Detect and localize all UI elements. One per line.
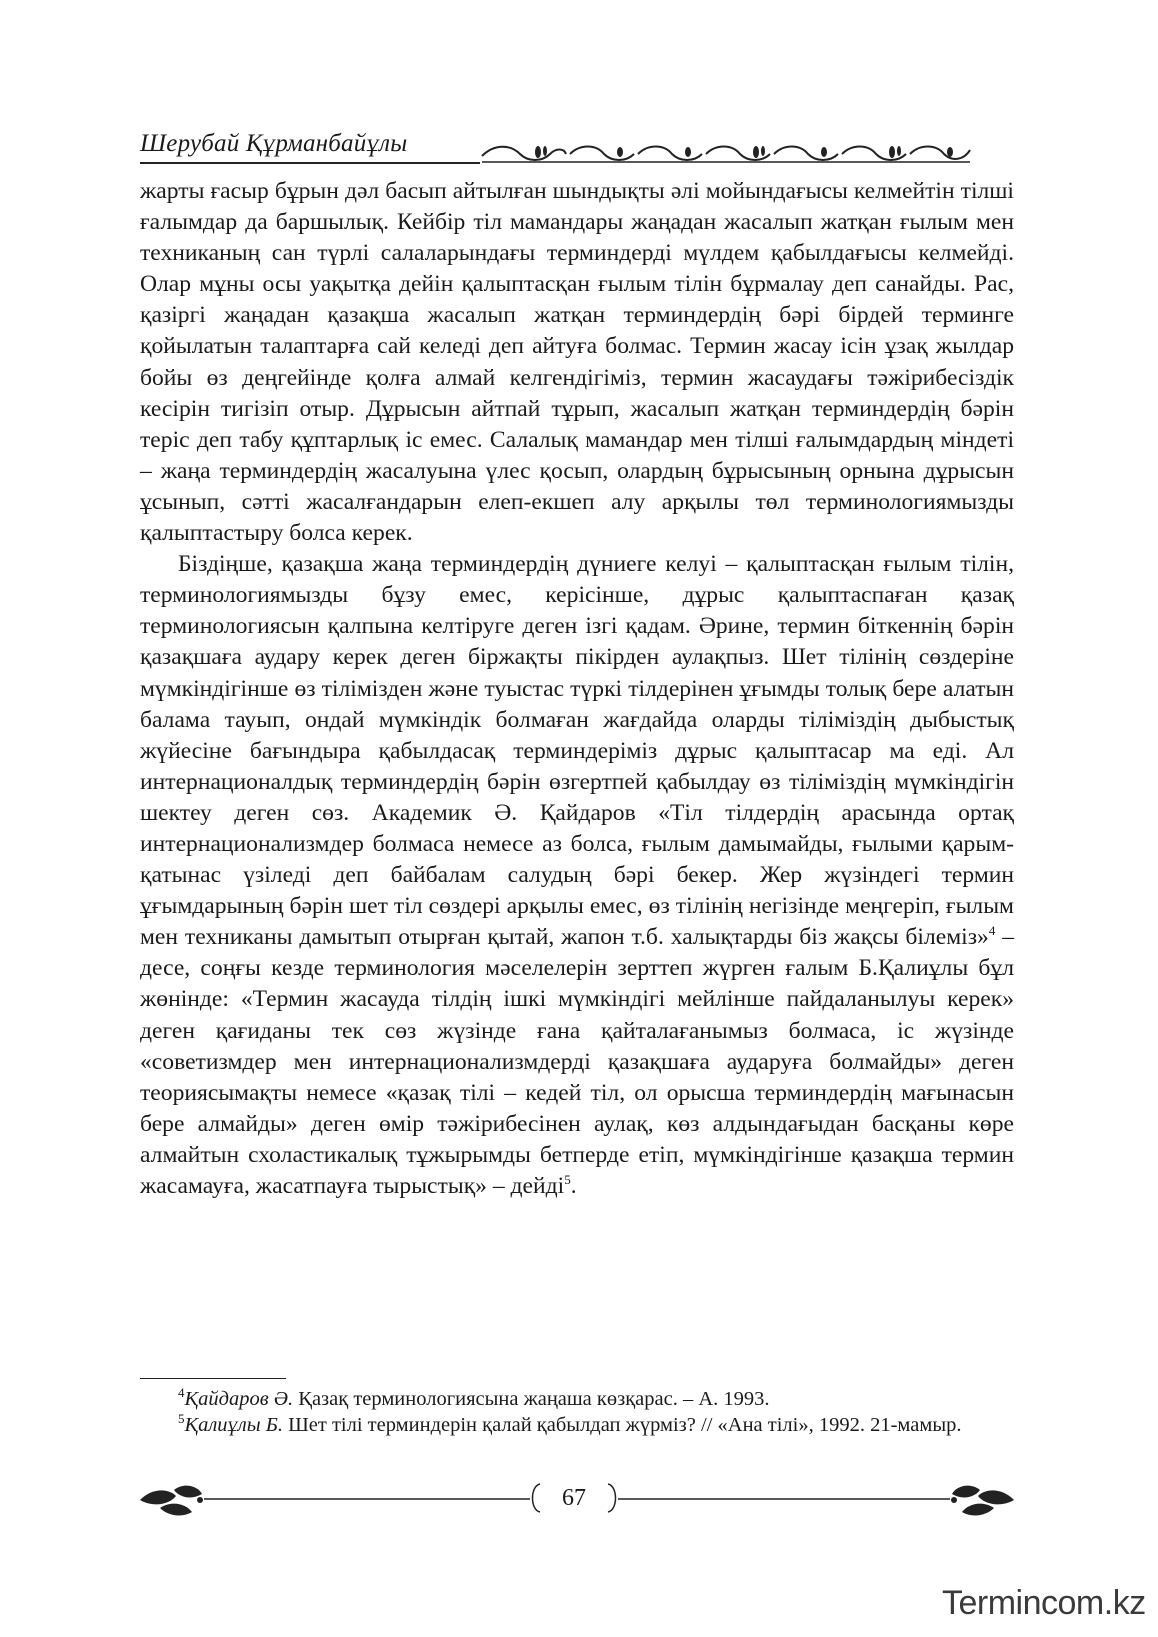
page-number: 67 [562,1485,586,1511]
paragraph-text: – десе, соңғы кезде терминология мәселелерін зерттеп жүрген ғалым Б.Қалиұлы бұл жөнінде: «Термин жасауда тілдің ішкі мүмкіндігі мейлінше пайдаланылуы керек» деген қағиданы тек сөз жүзінде ғана қайталағанымыз болмаса, іс жүзінде «советизмдер мен интернационализмдерді қазақшаға аударуға болмайды» деген теориясымақты немесе «қазақ тілі – кедей тіл, ол орысша терминдердің мағынасын бере алмайды» деген өмір тәжірибесінен аулақ, көз алдындағыдан басқаны көре алмайтын схоластикалық тұжырымды бетперде етіп, мүмкіндігінше қазақша термин жасамауға, жасатпауға тырыстық» – дейді [140,924,1014,1199]
running-header-author: Шерубай Құрманбайұлы [140,130,408,157]
footnote-author: Қалиұлы Б. [184,1414,283,1436]
paragraph [140,549,1014,1202]
footnote-mark: 4 [178,1385,185,1401]
footnote-author: Қайдаров Ә. [184,1388,294,1410]
footnote-separator [140,1378,286,1379]
footnote-ref: 4 [988,923,996,939]
footnote-text: Шет тілі терминдерін қалай қабылдап жүрміз? // «Ана тілі», 1992. 21-мамыр. [282,1414,962,1436]
footnote-text: Қазақ терминологиясына жаңаша көзқарас. – А. 1993. [293,1388,770,1410]
footnote-mark: 5 [178,1411,185,1427]
main-text [140,176,1014,1202]
footnote-ref: 5 [564,1172,571,1188]
footnote [140,1386,1014,1412]
paragraph: жарты ғасыр бұрын дәл басып айтылған шындықты әлі мойындағысы келмейтін тілші ғалымдар да баршылық. Кейбір тіл мамандары жаңадан жасалып жатқан ғылым мен техниканың сан түрлі салаларындағы терминдерді мүлдем қабылдағысы келмейді. Олар мұны осы уақытқа дейін қалыптасқан ғылым тілін бұрмалау деп санайды. Рас, қазіргі жаңадан қазақша жасалып жатқан терминдердің бәрі бірдей терминге қойылатын талаптарға сай келеді деп айтуға болмас. Термин жасау ісін ұзақ жылдар бойы өз деңгейінде қолға алмай келгендігіміз, термин жасаудағы тәжірибесіздік кесірін тигізіп отыр. Дұрысын айтпай тұрып, жасалып жатқан терминдердің бәрін теріс деп табу құптарлық іс емес. Салалық мамандар мен тілші ғалымдардың міндеті – жаңа терминдердің жасалуына үлес қосып, олардың бұрысының орнына дұрысын ұсынып, сәтті жасалғандарын елеп-екшеп алу арқылы төл терминологиямызды қалыптастыру болса керек. [140,178,1014,547]
footnote [140,1412,1014,1438]
paragraph-text: Біздіңше, қазақша жаңа терминдердің дүниеге келуі – қалыптасқан ғылым тілін, терминологиямызды бұзу емес, керісінше, дұрыс қалыптаспаған қазақ терминологиясын қалпына келтіруге деген ізгі қадам. Әрине, термин біткеннің бәрін қазақшаға аудару керек деген біржақты пікірден аулақпыз. Шет тілінің сөздеріне мүмкіндігінше өз тілімізден және туыстас түркі тілдерінен ұғымды толық бере алатын балама тауып, ондай мүмкіндік болмаған жағдайда оларды тіліміздің дыбыстық жүйесіне бағындыра қабылдасақ терминдеріміз дұрыс қалыптасар ма еді. Ал интернационалдық терминдердің бәрін өзгертпей қабылдау өз тіліміздің мүмкіндігін шектеу деген сөз. Академик Ә. Қайдаров «Тіл тілдердің арасында ортақ интернационализмдер болмаса немесе аз болса, ғылым дамымайды, ғылыми қарым-қатынас үзіледі деп байбалам салудың бәрі бекер. Жер жүзіндегі термин ұғымдарының бәрін шет тіл сөздері арқылы емес, өз тілінің негізінде меңгеріп, ғылым мен техниканы дамытып отырған қытай, жапон т.б. халықтарды біз жақсы білеміз» [140,551,1014,951]
page-footer [140,1478,1014,1528]
watermark-logo: Termincom.kz [942,1584,1146,1622]
footnotes [140,1386,1014,1438]
paragraph-text: . [570,1173,577,1199]
header-rule [140,162,480,164]
header-ornament [480,138,974,168]
